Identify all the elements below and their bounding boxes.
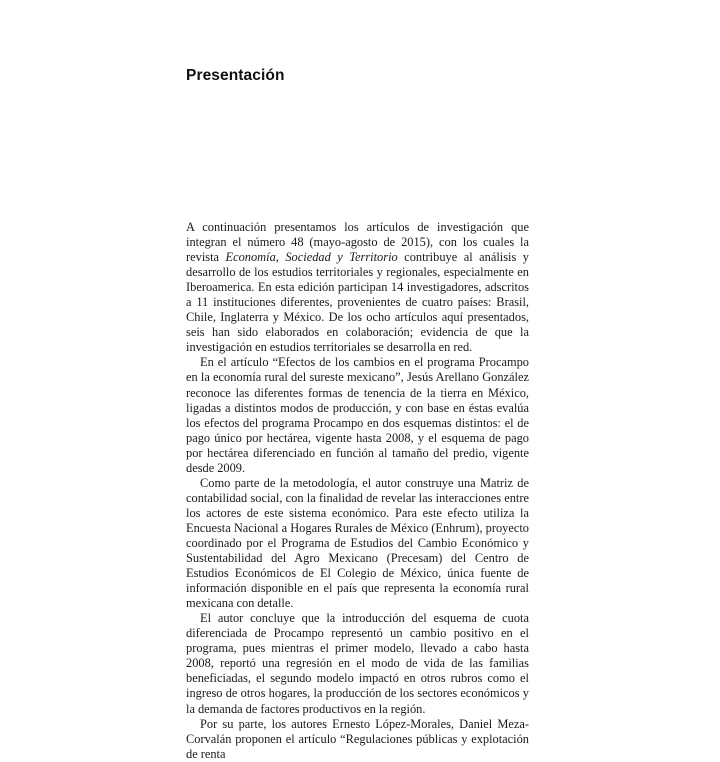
- text-run: contribuye al análisis y desarrollo de los estudios territoriales y regionales, especialmente en Iberoamerica. En esta edición participan 14 investigadores, adscritos a 11 instituciones diferentes, provenientes de cuatro países: Brasil, Chile, Inglaterra y México. De los ocho artículos aquí presentados, seis han sido elaborados en colaboración; evidencia de que la investigación en estudios territoriales se desarrolla en red.: [186, 250, 529, 355]
- journal-title-italic: Economía, Sociedad y Territorio: [225, 250, 398, 265]
- paragraph: [186, 355, 529, 475]
- text-run: Como parte de la metodología, el autor construye una Matriz de contabilidad social, con la finalidad de revelar las interacciones entre los actores de este sistema económico. Para este efecto utiliza la Encuesta Nacional a Hogares Rurales de México (Enhrum), proyecto coordinado por el Programa de Estudios del Cambio Económico y Sustentabilidad del Agro Mexicano (Precesam) del Centro de Estudios Económicos de El Colegio de México, única fuente de información disponible en el país que representa la economía rural mexicana con detalle.: [186, 475, 529, 611]
- text-run: El autor concluye que la introducción del esquema de cuota diferenciada de Procampo representó un cambio positivo en el programa, pues mientras el primer modelo, llevado a cabo hasta 2008, reportó una regresión en el modo de vida de las familias beneficiadas, el segundo modelo impactó en otros rubros como el ingreso de otros hogares, la producción de los sectores económicos y la demanda de factores productivos en la región.: [186, 611, 529, 716]
- body-text-column: [186, 220, 529, 762]
- paragraph: [186, 220, 529, 355]
- paragraph: [186, 717, 529, 762]
- text-run: Por su parte, los autores Ernesto López-Morales, Daniel Meza-Corvalán proponen el artículo “Regulaciones públicas y explotación de renta: [186, 716, 529, 761]
- paragraph: [186, 611, 529, 716]
- paragraph: [186, 476, 529, 611]
- text-run: En el artículo “Efectos de los cambios en el programa Procampo en la economía rural del sureste mexicano”, Jesús Arellano González reconoce las diferentes formas de tenencia de la tierra en México, ligadas a distintos modos de producción, y con base en éstas evalúa los efectos del programa Procampo en dos esquemas distintos: el de pago único por hectárea, vigente hasta 2008, y el esquema de pago por hectárea diferenciado en función al tamaño del predio, vigente desde 2009.: [186, 355, 529, 475]
- text-run: A continuación presentamos los artículos de investigación que integran el número 48 (mayo-agosto de 2015), con los cuales la revista: [186, 220, 529, 265]
- page-title: Presentación: [186, 67, 285, 85]
